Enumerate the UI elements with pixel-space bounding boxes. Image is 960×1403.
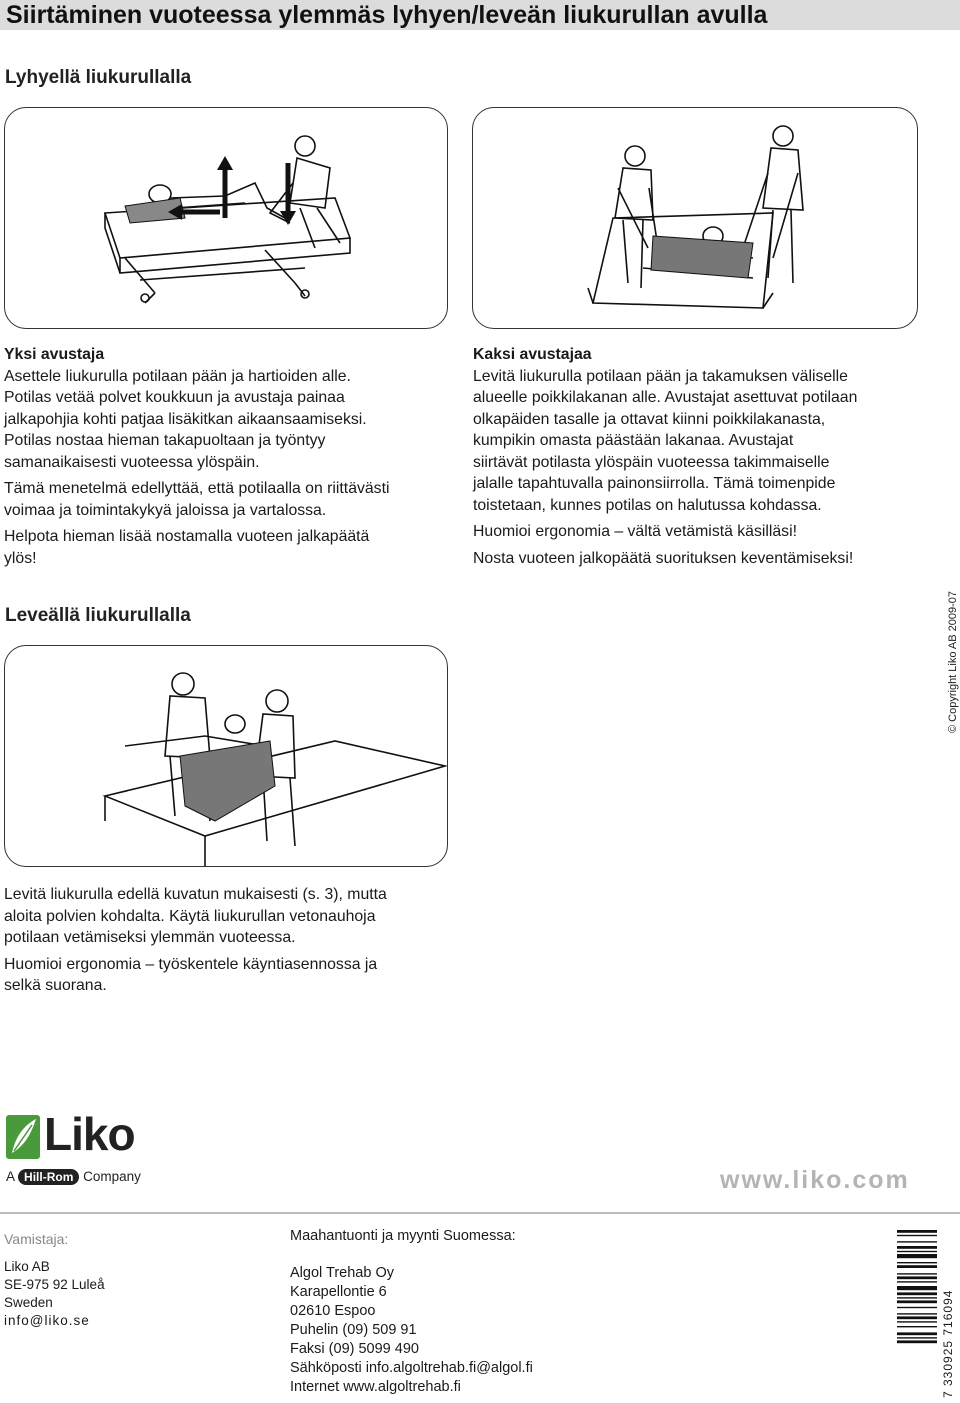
two-helpers-heading: Kaksi avustajaa — [473, 346, 592, 363]
section-heading-wide-roll: Leveällä liukurullalla — [5, 605, 191, 626]
line: Potilas nostaa hieman takapuoltaan ja työntyy — [4, 432, 326, 449]
one-helper-text — [4, 344, 459, 574]
illustration-one-helper — [4, 107, 448, 329]
hill-rom-badge: Hill-Rom — [18, 1169, 79, 1185]
importer-line: Puhelin (09) 509 91 — [290, 1322, 417, 1338]
line: Levitä liukurulla potilaan pään ja takamuksen väliselle — [473, 367, 848, 385]
line: jalkapohjia kohti patjaa lisäkitkan aikaansaamiseksi. — [4, 410, 367, 428]
barcode-icon — [897, 1228, 939, 1398]
line: olkapäiden tasalle ja ottavat kiinni poikkilakanasta, — [473, 410, 826, 428]
line: Levitä liukurulla edellä kuvatun mukaisesti (s. 3), mutta — [4, 886, 387, 903]
line: siirtävät potilasta ylöspäin vuoteessa takimmaiselle — [473, 453, 830, 471]
barcode — [897, 1228, 955, 1398]
line: toistetaan, kunnes potilas on halutussa kohdassa. — [473, 496, 822, 514]
barcode-number: 7 330925 716094 — [941, 1289, 955, 1398]
illustration-wide-roll — [4, 645, 448, 867]
footer-divider — [0, 1212, 960, 1214]
one-helper-paragraph-3 — [4, 526, 459, 569]
wide-roll-drawing — [5, 646, 447, 866]
line: alueelle poikkilakanan alle. Avustajat asettuvat potilaan — [473, 389, 858, 406]
tagline-a: A — [6, 1169, 15, 1184]
wide-roll-text — [4, 884, 474, 1002]
line: Helpota hieman lisää nostamalla vuoteen jalkapäätä — [4, 528, 370, 545]
copyright-text: © Copyright Liko AB 2009-07 — [947, 590, 959, 733]
one-helper-paragraph-2 — [4, 478, 459, 521]
line: kumpikin omasta päästään lakanaa. Avustajat — [473, 432, 794, 449]
one-helper-drawing — [5, 108, 447, 328]
wide-roll-paragraph-1 — [4, 884, 474, 949]
website[interactable]: www.liko.com — [720, 1166, 910, 1194]
line: Huomioi ergonomia – työskentele käyntiasennossa ja — [4, 955, 378, 973]
liko-logo — [4, 1108, 164, 1193]
importer-website[interactable]: Internet www.algoltrehab.fi — [290, 1379, 461, 1395]
wide-roll-paragraph-2 — [4, 954, 474, 997]
line: Potilas vetää polvet koukkuun ja avustaja painaa — [4, 389, 345, 406]
two-helpers-drawing — [473, 108, 917, 328]
line: potilaan vetämiseksi ylemmän vuoteessa. — [4, 929, 296, 946]
page-title: Siirtäminen vuoteessa ylemmäs lyhyen/leveän liukurullan avulla — [6, 1, 768, 29]
tagline-company: Company — [83, 1169, 141, 1184]
one-helper-paragraph-1 — [4, 366, 459, 474]
manufacturer-email[interactable]: info@liko.se — [4, 1313, 90, 1328]
logo-tagline — [6, 1169, 141, 1184]
line: samanaikaisesti vuoteessa ylöspäin. — [4, 453, 260, 471]
section-heading-short-roll: Lyhyellä liukurullalla — [5, 67, 192, 88]
line: voimaa ja toimintakykyä jaloissa ja vartalossa. — [4, 501, 327, 519]
line: aloita polvien kohdalta. Käytä liukurullan vetonauhoja — [4, 907, 376, 925]
manufacturer-label: Vamistaja: — [4, 1231, 69, 1247]
two-helpers-paragraph-2: Huomioi ergonomia – vältä vetämistä käsilläsi! — [473, 523, 797, 540]
line: ylös! — [4, 549, 37, 567]
line: Asettele liukurulla potilaan pään ja hartioiden alle. — [4, 367, 351, 385]
importer-line: Algol Trehab Oy — [290, 1265, 394, 1281]
line: selkä suorana. — [4, 977, 107, 994]
logo-brand: Liko — [44, 1108, 135, 1160]
manufacturer-line: Sweden — [4, 1295, 53, 1310]
two-helpers-paragraph-1 — [473, 366, 933, 517]
illustration-two-helpers — [472, 107, 918, 329]
line: Tämä menetelmä edellyttää, että potilaalla on riittävästi — [4, 480, 390, 497]
manufacturer-line: Liko AB — [4, 1259, 50, 1274]
importer-label: Maahantuonti ja myynti Suomessa: — [290, 1228, 516, 1244]
importer-block — [290, 1227, 620, 1397]
importer-line: Karapellontie 6 — [290, 1284, 387, 1300]
two-helpers-paragraph-3: Nosta vuoteen jalkopäätä suorituksen keventämiseksi! — [473, 549, 854, 567]
manufacturer-line: SE-975 92 Luleå — [4, 1277, 105, 1292]
title-bar — [0, 0, 960, 30]
manufacturer-block — [4, 1230, 244, 1330]
two-helpers-text — [473, 344, 933, 574]
importer-email[interactable]: Sähköposti info.algoltrehab.fi@algol.fi — [290, 1360, 533, 1376]
importer-line: Faksi (09) 5099 490 — [290, 1341, 419, 1357]
importer-line: 02610 Espoo — [290, 1303, 376, 1319]
line: jalalle tapahtuvalla painonsiirrolla. Tämä toimenpide — [473, 475, 836, 492]
one-helper-heading: Yksi avustaja — [4, 346, 105, 363]
